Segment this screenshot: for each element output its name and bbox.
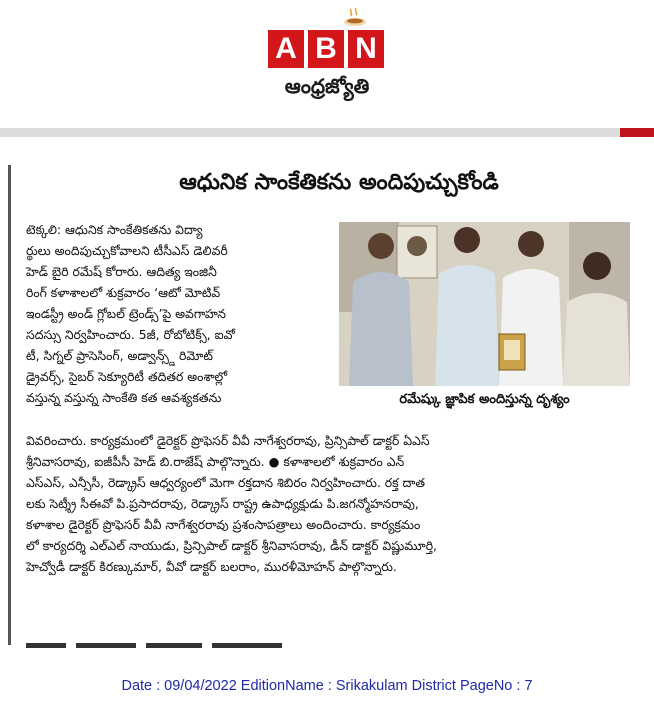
intro-line: డ్రైవర్స్, సైబర్ సెక్యూరిటీ తదితర అంశాల్లో [26,369,228,384]
intro-line: హెడ్ బైరి రమేష్ కోరారు. ఆదిత్య ఇంజినీ [26,264,217,279]
article-photo [339,222,630,386]
edition-info: Date : 09/04/2022 EditionName : Srikakulam District PageNo : 7 [121,678,533,694]
body-line: వివరించారు. కార్యక్రమంలో డైరెక్టర్ ప్రొఫెసర్ వీవీ నాగేశ్వరరావు, ప్రిన్సిపాల్ డాక్టర్ ఏఎస్ [26,433,430,448]
event-photo-image [339,222,630,386]
intro-line: టీ, సిగ్నల్ ప్రాసెసింగ్, అడ్వాన్స్డ్ రిమోట్ [26,348,213,363]
body-line: శ్రీనివాసరావు, ఐజీపీసీ హెడ్ బి.రాజేష్ పాల్గొన్నారు. ● కళాశాలలో శుక్రవారం ఎన్ [26,454,405,469]
logo-letter-a: A [268,30,304,68]
cropped-text-fragment [26,640,296,648]
intro-line: సదస్సు నిర్వహించారు. 5జీ, రోబోటిక్స్, ఐవో [26,327,235,342]
body-line: లో కార్యదర్శి ఎల్ఎల్ నాయుడు, ప్రిన్సిపాల్ డాక్టర్ శ్రీనివాసరావు, డీన్ డాక్టర్ విష్ణుమూర్తి, [26,538,437,553]
intro-line: రింగ్ కళాశాలలో శుక్రవారం ‘ఆటో మోటివ్ [26,285,221,300]
logo-subtitle: ఆంధ్రజ్యోతి [284,74,370,98]
intro-line: టెక్కలి: ఆధునిక సాంకేతికతను విద్యా [26,222,203,237]
intro-line: వస్తున్న వస్తున్న సాంకేతి కత ఆవశ్యకతను [26,390,222,405]
body-line: హెచ్వోడీ డాక్టర్ కిరణ్కుమార్, వీవో డాక్టర్ బలరాం, మురళీమోహన్ పాల్గొన్నారు. [26,559,397,574]
article-headline: ఆధునిక సాంకేతికను అందిపుచ్చుకోండి [179,170,499,195]
article-body [26,430,630,577]
header-rule [0,128,654,137]
newspaper-logo [262,8,392,108]
body-line: ఎస్ఎస్, ఎన్సీసీ, రెడ్క్రాస్ ఆధ్వర్యంలో మెగా రక్తదాన శిబిరం నిర్వహించారు. రక్త దాత [26,475,426,490]
body-line: కళాశాల డైరెక్టర్ ప్రొఫెసర్ వీవీ నాగేశ్వరరావు ప్రశంసాపత్రాలు అందించారు. కార్యక్రమం [26,517,421,532]
intro-line: ర్థులు అందిపుచ్చుకోవాలని టీసీఎస్ డెలివరీ [26,243,228,258]
logo-letter-b: B [308,30,344,68]
intro-line: ఇండస్ట్రీ అండ్ గ్లోబల్ ట్రెండ్స్’పై అవగాహన [26,306,227,321]
article-intro [26,219,344,408]
logo-letter-n: N [348,30,384,68]
header-rule-accent [620,128,654,137]
column-rule [8,165,11,645]
photo-caption: రమేష్కు జ్ఞాపిక అందిస్తున్న దృశ్యం [399,392,570,407]
body-line: లకు సెట్శ్రీ సీఈవో పి.ప్రసాదరావు, రెడ్క్రాస్ రాష్ట్ర ఉపాధ్యక్షుడు పి.జగన్మోహనరావు, [26,496,419,511]
steaming-cup-icon [342,8,368,28]
logo-letters [268,30,384,68]
